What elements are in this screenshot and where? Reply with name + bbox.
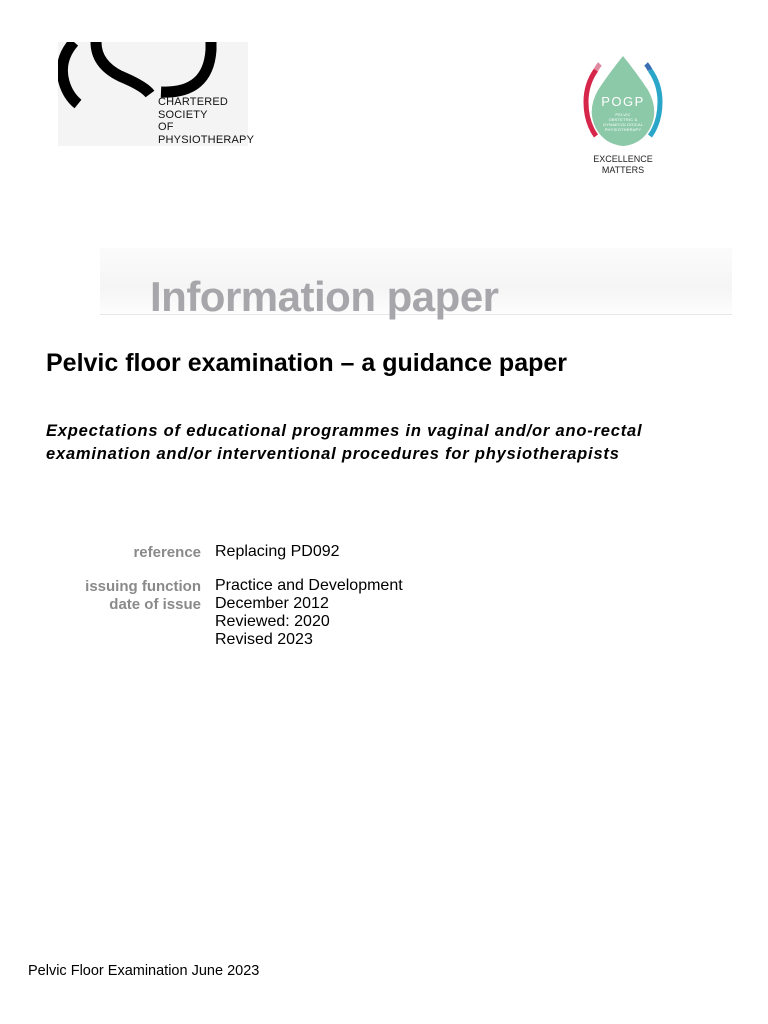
reviewed-date-value: Reviewed: 2020: [215, 613, 330, 630]
document-title: Pelvic floor examination – a guidance paper: [46, 349, 567, 377]
page-footer: Pelvic Floor Examination June 2023: [28, 963, 260, 979]
document-subtitle: Expectations of educational programmes in vaginal and/or ano-rectal examination and/or interventional procedures for physiotherapists: [46, 422, 643, 463]
pogp-tagline: [578, 154, 668, 176]
banner-heading: Information paper: [150, 273, 499, 320]
csp-line: CHARTERED: [158, 96, 229, 108]
date-of-issue-label: date of issue: [109, 596, 201, 613]
reference-value: Replacing PD092: [215, 543, 340, 560]
pogp-full-name: PELVIC OBSTETRIC & GYNAECOLOGICAL PHYSIOTHERAPY: [603, 112, 644, 132]
issuing-function-value: Practice and Development: [215, 577, 403, 594]
reference-label: reference: [133, 544, 201, 561]
information-paper-banner: [100, 248, 732, 320]
issuing-function-label: issuing function: [85, 578, 201, 595]
csp-line: SOCIETY: [158, 108, 208, 121]
pogp-tagline-line: EXCELLENCE: [593, 154, 653, 164]
csp-wordmark: [158, 96, 254, 146]
date-of-issue-value: December 2012: [215, 595, 329, 612]
revised-date-value: Revised 2023: [215, 631, 313, 648]
pogp-tagline-line: MATTERS: [601, 165, 645, 175]
csp-line: PHYSIOTHERAPY: [158, 133, 255, 146]
pogp-logo: [578, 52, 668, 177]
csp-line: OF: [158, 121, 174, 133]
csp-logo: [58, 42, 255, 146]
pogp-abbreviation: POGP: [601, 94, 645, 109]
